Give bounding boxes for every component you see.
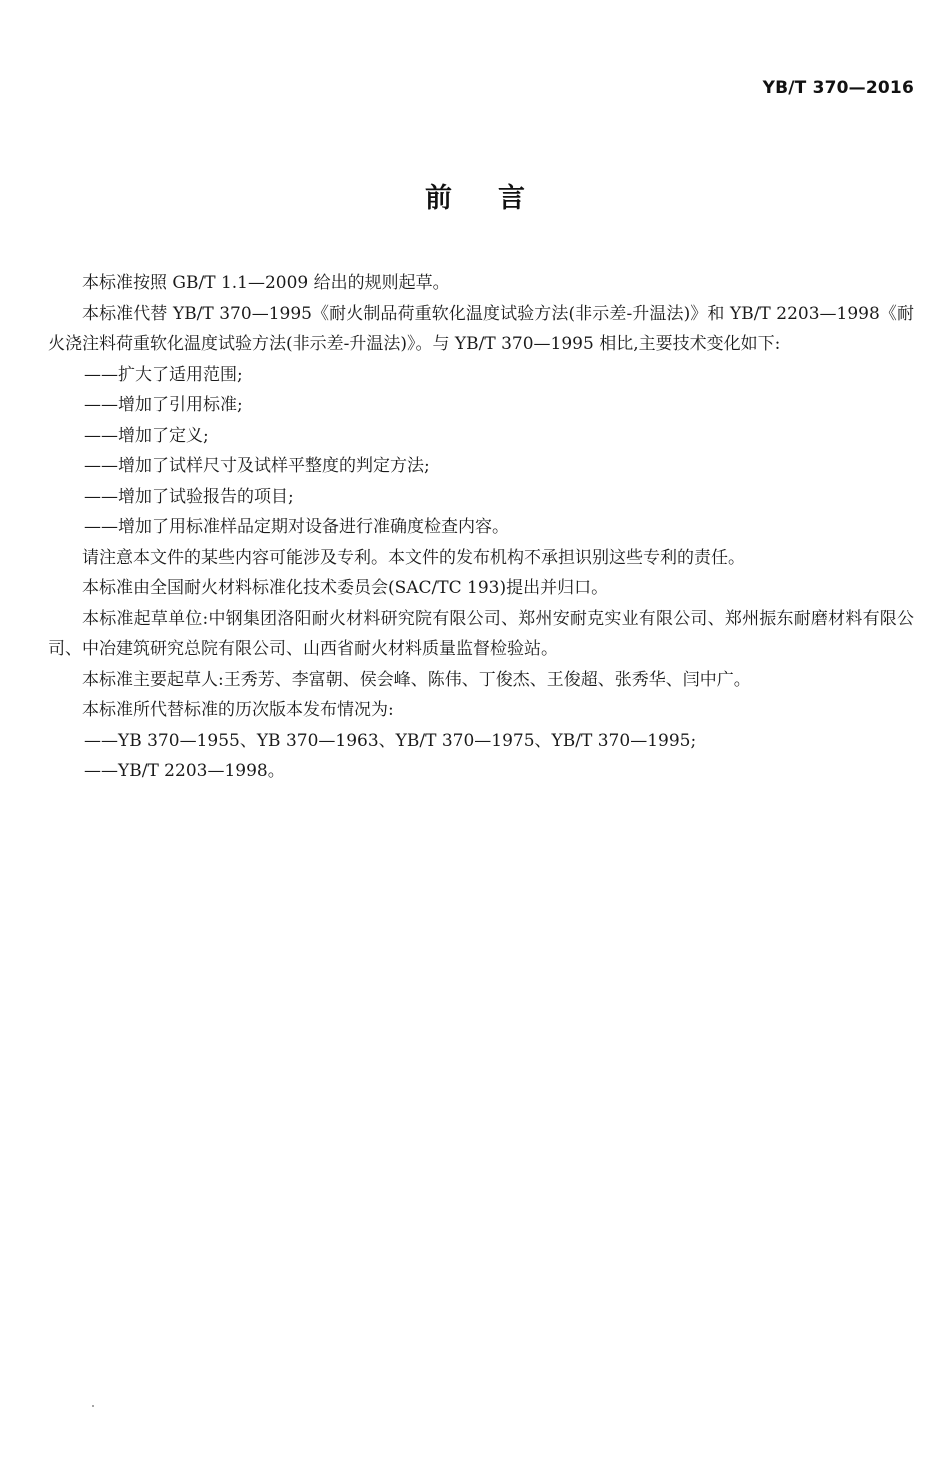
list-item-change: ——增加了定义; [84,425,209,446]
list-item-change: ——增加了引用标准; [84,395,243,415]
paragraph-history-intro: 本标准所代替标准的历次版本发布情况为: [82,700,394,720]
paragraph-drafting-rule: 本标准按照 GB/T 1.1—2009 给出的规则起草。 [82,273,450,293]
paragraph-drafting-units: 本标准起草单位:中钢集团洛阳耐火材料研究院有限公司、郑州安耐克实业有限公司、郑州振东耐磨材料有限公司、中冶建筑研究总院有限公司、山西省耐火材料质量监督检验站。 [48,608,914,659]
page-title: 前言 [425,183,571,214]
list-item-change: ——增加了用标准样品定期对设备进行准确度检查内容。 [84,517,509,537]
paragraph-drafters: 本标准主要起草人:王秀芳、李富朝、侯会峰、陈伟、丁俊杰、王俊超、张秀华、闫中广。 [82,669,751,690]
list-item-history: ——YB 370—1955、YB 370—1963、YB/T 370—1975、YB/T 370—1995; [84,730,697,751]
list-item-change: ——增加了试验报告的项目; [84,486,294,507]
paragraph-patent-notice: 请注意本文件的某些内容可能涉及专利。本文件的发布机构不承担识别这些专利的责任。 [82,547,745,568]
preface-body [48,268,914,787]
paragraph-committee: 本标准由全国耐火材料标准化技术委员会(SAC/TC 193)提出并归口。 [82,578,609,598]
standard-code: YB/T 370—2016 [762,78,914,98]
list-item-change: ——增加了试样尺寸及试样平整度的判定方法; [84,456,430,476]
list-item-history: ——YB/T 2203—1998。 [84,761,285,781]
list-item-change: ——扩大了适用范围; [84,364,243,385]
scan-speck [92,1405,94,1407]
paragraph-replacement: 本标准代替 YB/T 370—1995《耐火制品荷重软化温度试验方法(非示差-升温法)》和 YB/T 2203—1998《耐火浇注料荷重软化温度试验方法(非示差-升温法)》。与 YB/T 370—1995 相比,主要技术变化如下: [48,303,914,354]
